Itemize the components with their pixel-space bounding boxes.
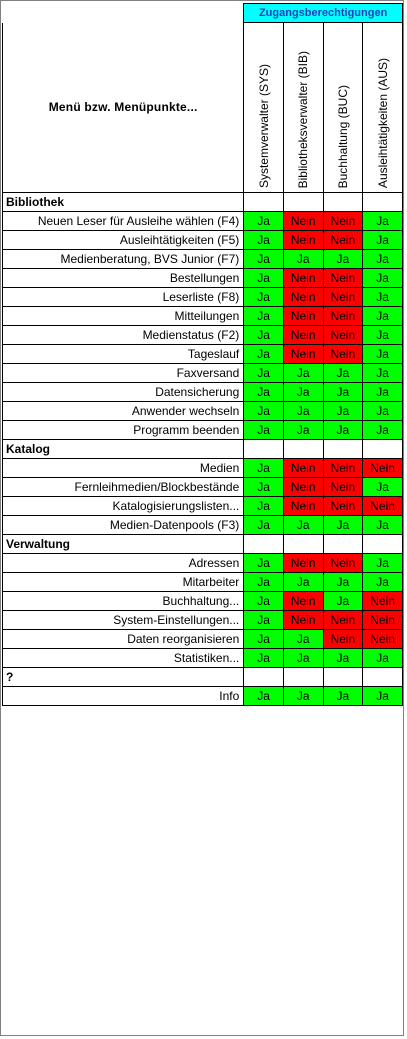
permission-cell[interactable]: Ja	[363, 421, 403, 440]
section-empty-cell[interactable]	[283, 535, 323, 554]
permission-cell[interactable]: Ja	[283, 383, 323, 402]
menu-item-label[interactable]: Datensicherung	[3, 383, 244, 402]
permission-cell[interactable]: Nein	[363, 611, 403, 630]
table-row	[3, 687, 403, 706]
permission-cell[interactable]: Ja	[244, 307, 284, 326]
section-row	[3, 668, 403, 687]
section-empty-cell[interactable]	[244, 668, 284, 687]
permission-cell[interactable]: Ja	[244, 478, 284, 497]
permission-cell[interactable]: Nein	[363, 630, 403, 649]
table-row	[3, 459, 403, 478]
menu-item-label[interactable]: Statistiken...	[3, 649, 244, 668]
permission-cell[interactable]: Nein	[363, 459, 403, 478]
permission-cell[interactable]: Ja	[283, 402, 323, 421]
table-row	[3, 307, 403, 326]
menu-item-label[interactable]: Neuen Leser für Ausleihe wählen (F4)	[3, 212, 244, 231]
permission-cell[interactable]: Nein	[283, 611, 323, 630]
permission-cell[interactable]: Nein	[323, 497, 363, 516]
menu-item-label[interactable]: Faxversand	[3, 364, 244, 383]
permission-cell[interactable]: Nein	[323, 554, 363, 573]
table-row	[3, 478, 403, 497]
permission-cell[interactable]: Ja	[363, 383, 403, 402]
permission-cell[interactable]: Ja	[363, 516, 403, 535]
table-row	[3, 497, 403, 516]
permission-cell[interactable]: Ja	[323, 592, 363, 611]
menu-item-label[interactable]: Katalogisierungslisten...	[3, 497, 244, 516]
menu-item-label[interactable]: Medien	[3, 459, 244, 478]
permission-cell[interactable]: Nein	[323, 478, 363, 497]
table-row	[3, 402, 403, 421]
permission-cell[interactable]: Ja	[244, 516, 284, 535]
table-row	[3, 364, 403, 383]
permission-cell[interactable]: Nein	[283, 478, 323, 497]
menu-item-label[interactable]: Mitarbeiter	[3, 573, 244, 592]
menu-item-label[interactable]: Mitteilungen	[3, 307, 244, 326]
permission-cell[interactable]: Ja	[244, 212, 284, 231]
section-empty-cell[interactable]	[323, 193, 363, 212]
permission-cell[interactable]: Ja	[363, 288, 403, 307]
menu-item-label[interactable]: Ausleihtätigkeiten (F5)	[3, 231, 244, 250]
section-empty-cell[interactable]	[323, 535, 363, 554]
section-label[interactable]: Katalog	[3, 440, 244, 459]
permission-cell[interactable]: Nein	[283, 326, 323, 345]
permission-cell[interactable]: Ja	[244, 231, 284, 250]
permission-cell[interactable]: Ja	[323, 516, 363, 535]
section-empty-cell[interactable]	[363, 440, 403, 459]
permission-cell[interactable]: Ja	[244, 649, 284, 668]
permission-cell[interactable]: Ja	[244, 345, 284, 364]
permission-cell[interactable]: Ja	[244, 459, 284, 478]
table-row	[3, 345, 403, 364]
section-row	[3, 535, 403, 554]
section-empty-cell[interactable]	[363, 668, 403, 687]
menu-item-label[interactable]: Leserliste (F8)	[3, 288, 244, 307]
permission-cell[interactable]: Ja	[363, 269, 403, 288]
menu-item-label[interactable]: Medienstatus (F2)	[3, 326, 244, 345]
permission-cell[interactable]: Nein	[323, 231, 363, 250]
menu-item-label[interactable]: Adressen	[3, 554, 244, 573]
group-title: Zugangsberechtigungen	[244, 4, 403, 23]
permissions-table	[2, 3, 403, 706]
section-label[interactable]: Bibliothek	[3, 193, 244, 212]
permission-cell[interactable]: Ja	[283, 516, 323, 535]
column-header-sys	[244, 23, 284, 193]
menu-item-label[interactable]: Anwender wechseln	[3, 402, 244, 421]
permission-cell[interactable]: Ja	[283, 630, 323, 649]
permission-cell[interactable]: Nein	[323, 212, 363, 231]
menu-title: Menü bzw. Menüpunkte...	[3, 23, 244, 193]
permission-cell[interactable]: Ja	[244, 269, 284, 288]
permission-cell[interactable]: Nein	[283, 345, 323, 364]
permission-cell[interactable]: Ja	[244, 497, 284, 516]
permission-cell[interactable]: Ja	[323, 364, 363, 383]
table-row	[3, 516, 403, 535]
column-label-buc: Buchhaltung (BUC)	[335, 84, 350, 188]
column-label-bib: Bibliotheksverwalter (BIB)	[296, 50, 311, 188]
permission-cell[interactable]: Ja	[244, 630, 284, 649]
permission-cell[interactable]: Nein	[323, 630, 363, 649]
permission-cell[interactable]: Nein	[283, 459, 323, 478]
permission-cell[interactable]: Ja	[244, 364, 284, 383]
menu-item-label[interactable]: Info	[3, 687, 244, 706]
permission-cell[interactable]: Ja	[363, 478, 403, 497]
permission-cell[interactable]: Nein	[283, 212, 323, 231]
table-row	[3, 592, 403, 611]
permission-cell[interactable]: Ja	[363, 212, 403, 231]
table-row	[3, 630, 403, 649]
header-corner-cell	[3, 4, 244, 23]
table-row	[3, 573, 403, 592]
permission-cell[interactable]: Ja	[363, 573, 403, 592]
permission-cell[interactable]: Ja	[323, 250, 363, 269]
permission-cell[interactable]: Ja	[323, 573, 363, 592]
permission-cell[interactable]: Nein	[323, 326, 363, 345]
menu-item-label[interactable]: Tageslauf	[3, 345, 244, 364]
table-row	[3, 269, 403, 288]
permission-cell[interactable]: Nein	[363, 497, 403, 516]
permission-cell[interactable]: Ja	[244, 421, 284, 440]
permission-cell[interactable]: Nein	[323, 345, 363, 364]
permission-cell[interactable]: Ja	[244, 326, 284, 345]
permission-cell[interactable]: Nein	[283, 307, 323, 326]
menu-item-label[interactable]: Medien-Datenpools (F3)	[3, 516, 244, 535]
table-row	[3, 250, 403, 269]
permission-cell[interactable]: Ja	[244, 250, 284, 269]
column-header-bib	[283, 23, 323, 193]
column-label-aus: Ausleihtätigkeiten (AUS)	[375, 57, 390, 188]
permission-cell[interactable]: Nein	[323, 269, 363, 288]
section-empty-cell[interactable]	[244, 440, 284, 459]
permission-cell[interactable]: Ja	[283, 250, 323, 269]
menu-item-label[interactable]: System-Einstellungen...	[3, 611, 244, 630]
permission-cell[interactable]: Ja	[244, 687, 284, 706]
permission-cell[interactable]: Nein	[323, 459, 363, 478]
permission-cell[interactable]: Nein	[283, 288, 323, 307]
permission-cell[interactable]: Nein	[283, 269, 323, 288]
header-columns-row	[3, 23, 403, 193]
header-group-row	[3, 4, 403, 23]
permissions-table-body	[3, 4, 403, 706]
permission-cell[interactable]: Ja	[363, 345, 403, 364]
table-row	[3, 383, 403, 402]
table-row	[3, 421, 403, 440]
permission-cell[interactable]: Ja	[244, 554, 284, 573]
table-row	[3, 554, 403, 573]
permission-cell[interactable]: Nein	[283, 592, 323, 611]
permission-cell[interactable]: Nein	[323, 611, 363, 630]
permission-cell[interactable]: Ja	[363, 326, 403, 345]
section-empty-cell[interactable]	[244, 535, 284, 554]
permission-cell[interactable]: Nein	[283, 231, 323, 250]
column-header-buc	[323, 23, 363, 193]
permission-cell[interactable]: Ja	[363, 687, 403, 706]
permission-cell[interactable]: Ja	[323, 402, 363, 421]
section-empty-cell[interactable]	[283, 193, 323, 212]
section-label[interactable]: Verwaltung	[3, 535, 244, 554]
permission-cell[interactable]: Ja	[283, 364, 323, 383]
permission-cell[interactable]: Ja	[363, 364, 403, 383]
menu-item-label[interactable]: Programm beenden	[3, 421, 244, 440]
permission-cell[interactable]: Ja	[363, 649, 403, 668]
permission-cell[interactable]: Ja	[244, 288, 284, 307]
permission-cell[interactable]: Nein	[363, 592, 403, 611]
table-row	[3, 649, 403, 668]
permission-cell[interactable]: Ja	[363, 307, 403, 326]
permission-cell[interactable]: Ja	[283, 421, 323, 440]
menu-item-label[interactable]: Bestellungen	[3, 269, 244, 288]
permission-cell[interactable]: Ja	[244, 611, 284, 630]
table-row	[3, 326, 403, 345]
permission-cell[interactable]: Ja	[283, 687, 323, 706]
permission-cell[interactable]: Ja	[244, 592, 284, 611]
permission-cell[interactable]: Ja	[363, 554, 403, 573]
permission-cell[interactable]: Ja	[323, 421, 363, 440]
permission-cell[interactable]: Nein	[323, 288, 363, 307]
table-row	[3, 288, 403, 307]
section-empty-cell[interactable]	[283, 668, 323, 687]
permission-cell[interactable]: Ja	[244, 383, 284, 402]
permission-cell[interactable]: Ja	[363, 402, 403, 421]
permission-cell[interactable]: Ja	[283, 573, 323, 592]
table-row	[3, 212, 403, 231]
permission-cell[interactable]: Ja	[363, 250, 403, 269]
section-empty-cell[interactable]	[283, 440, 323, 459]
section-empty-cell[interactable]	[363, 193, 403, 212]
permission-cell[interactable]: Ja	[323, 649, 363, 668]
permission-cell[interactable]: Ja	[244, 573, 284, 592]
permission-cell[interactable]: Ja	[323, 687, 363, 706]
section-empty-cell[interactable]	[244, 193, 284, 212]
permission-cell[interactable]: Ja	[363, 231, 403, 250]
menu-item-label[interactable]: Buchhaltung...	[3, 592, 244, 611]
column-header-aus	[363, 23, 403, 193]
menu-item-label[interactable]: Daten reorganisieren	[3, 630, 244, 649]
permission-cell[interactable]: Ja	[283, 649, 323, 668]
permission-cell[interactable]: Nein	[283, 497, 323, 516]
section-label[interactable]: ?	[3, 668, 244, 687]
menu-item-label[interactable]: Fernleihmedien/Blockbestände	[3, 478, 244, 497]
section-empty-cell[interactable]	[363, 535, 403, 554]
section-empty-cell[interactable]	[323, 440, 363, 459]
permission-cell[interactable]: Ja	[244, 402, 284, 421]
column-label-sys: Systemverwalter (SYS)	[256, 63, 271, 188]
permission-cell[interactable]: Ja	[323, 383, 363, 402]
menu-item-label[interactable]: Medienberatung, BVS Junior (F7)	[3, 250, 244, 269]
table-row	[3, 231, 403, 250]
permission-cell[interactable]: Nein	[283, 554, 323, 573]
table-row	[3, 611, 403, 630]
section-row	[3, 440, 403, 459]
section-empty-cell[interactable]	[323, 668, 363, 687]
permission-cell[interactable]: Nein	[323, 307, 363, 326]
section-row	[3, 193, 403, 212]
